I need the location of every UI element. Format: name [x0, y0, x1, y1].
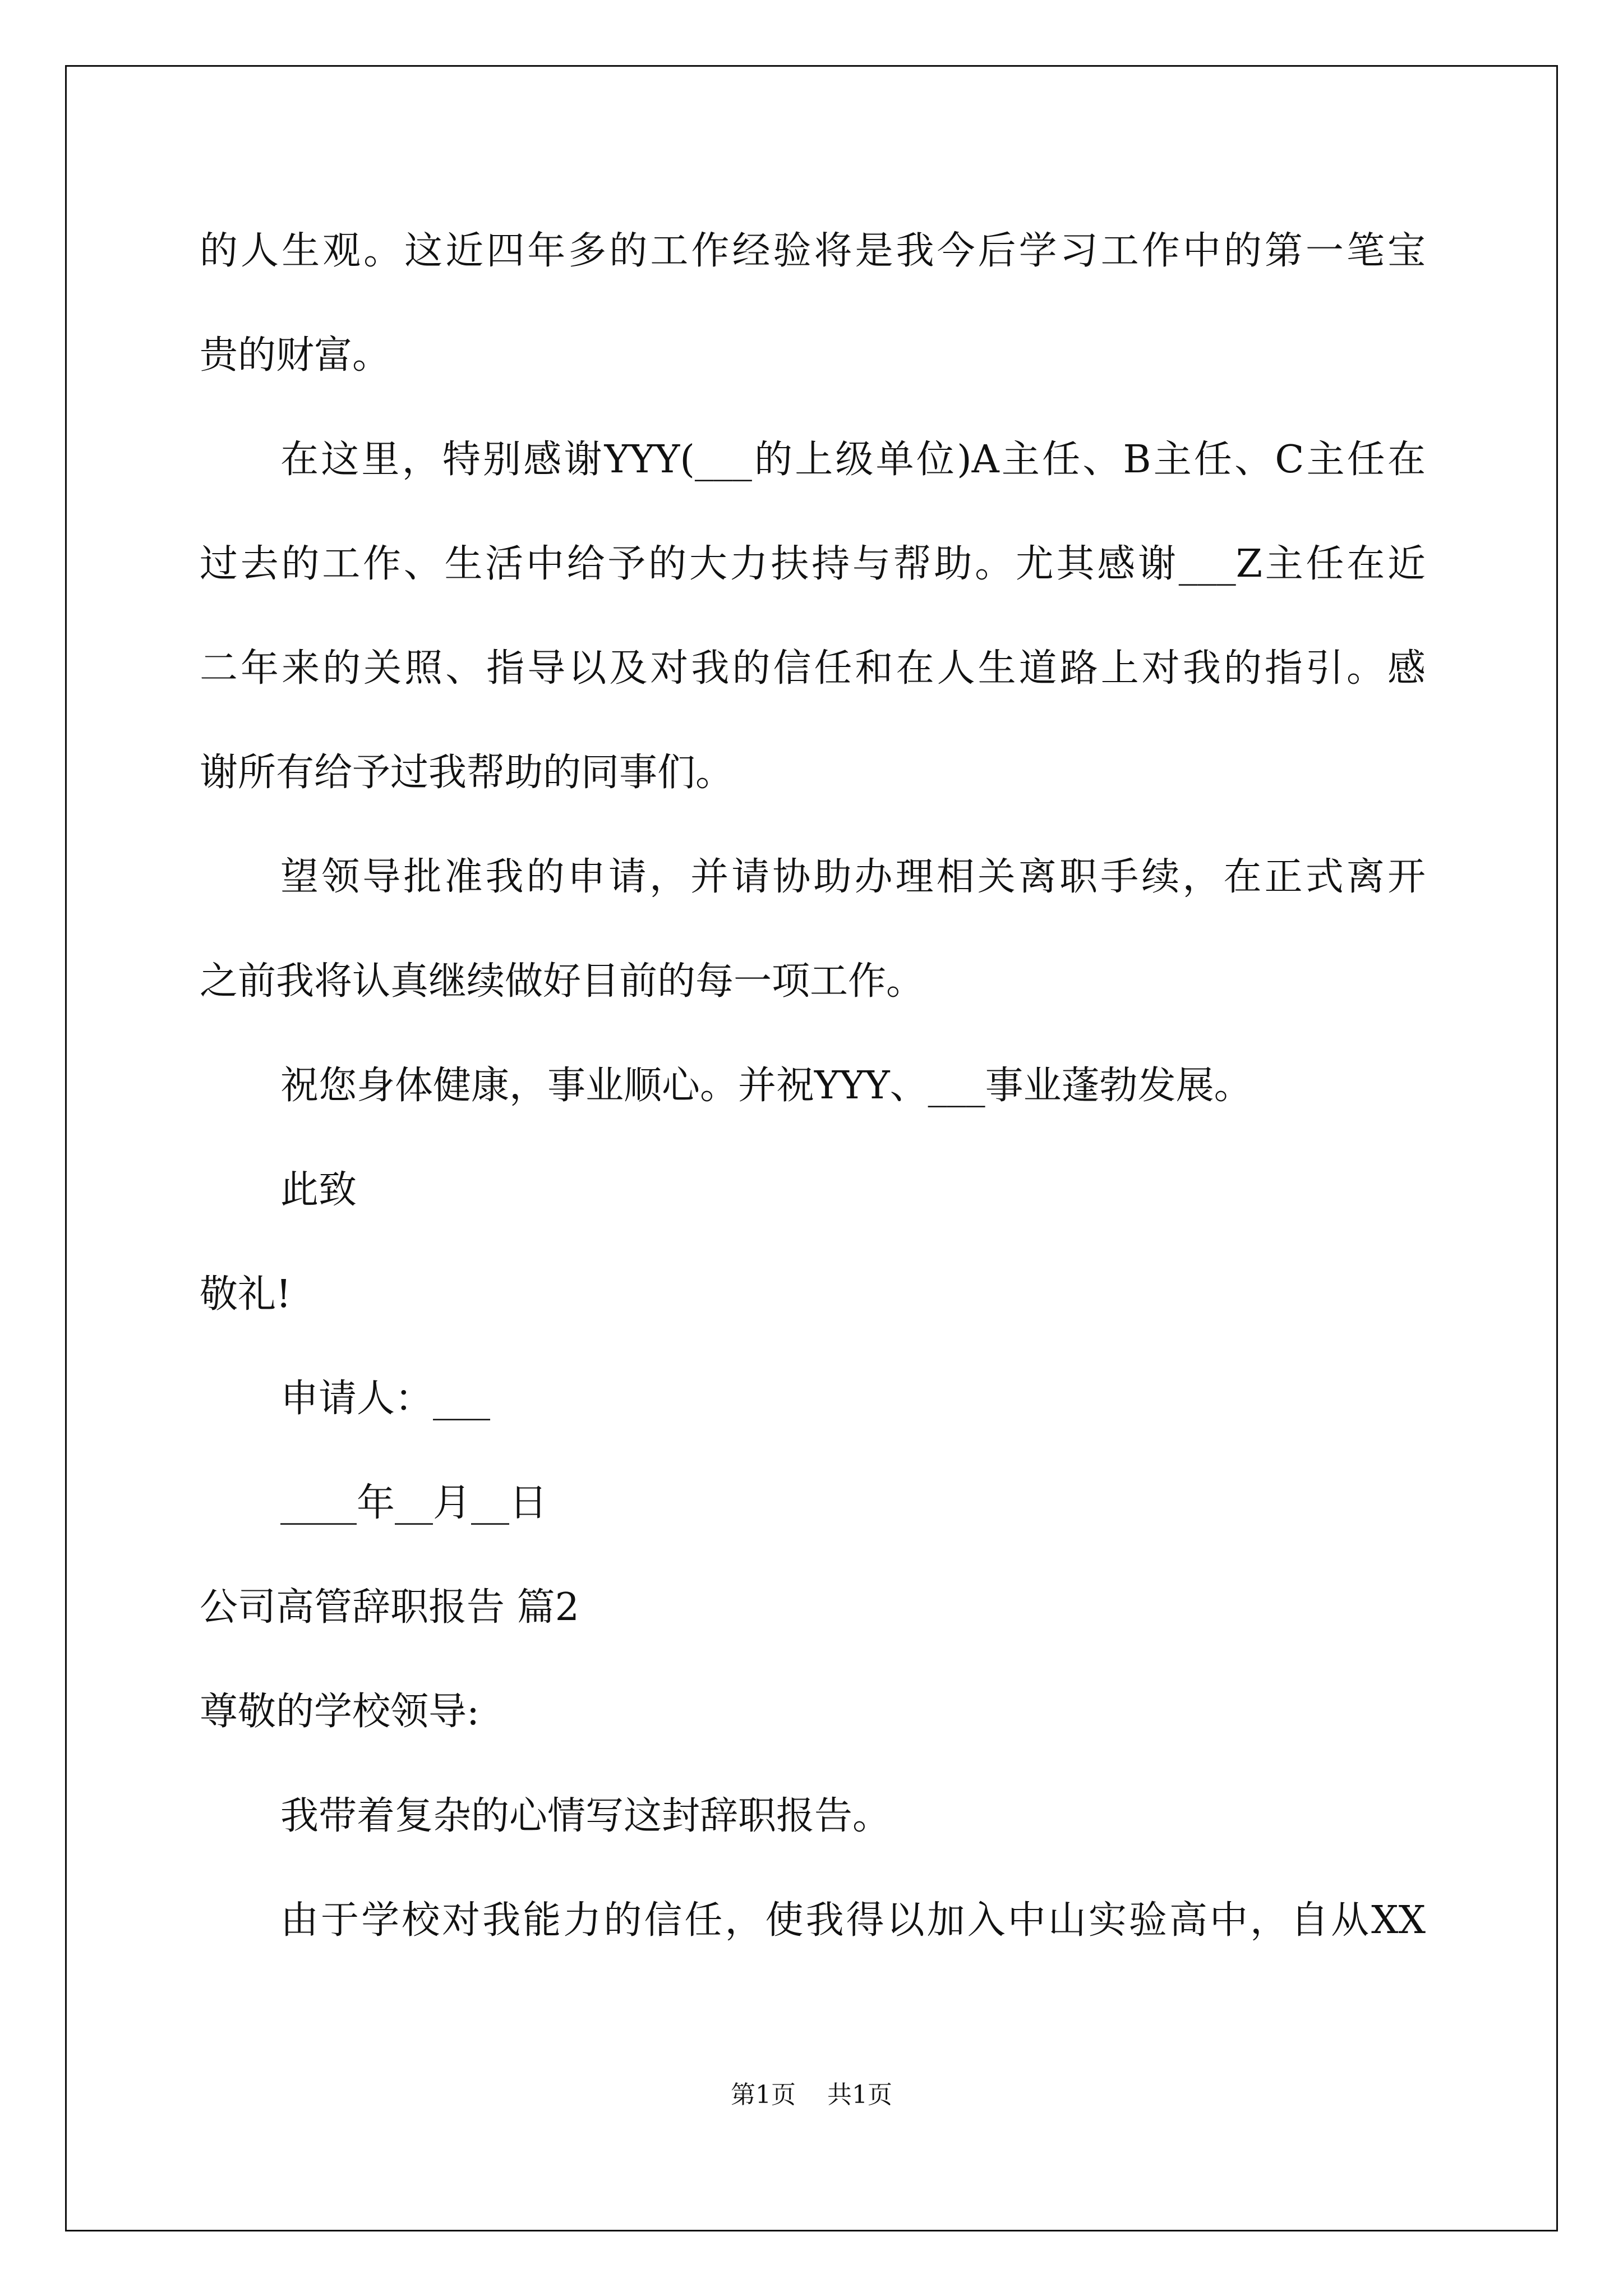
text-line: 谢所有给予过我帮助的同事们。 — [200, 751, 734, 795]
text-line: 望领导批准我的申请，并请协助办理相关离职手续，在正式离开 — [280, 855, 1426, 899]
salutation: 敬礼! — [200, 1272, 292, 1317]
text-line: 我带着复杂的心情写这封辞职报告。 — [280, 1794, 891, 1838]
text-line: 二年来的关照、指导以及对我的信任和在人生道路上对我的指引。感 — [200, 646, 1426, 691]
text-line: 由于学校对我能力的信任，使我得以加入中山实验高中，自从XX — [280, 1898, 1426, 1943]
page-total: 共1页 — [827, 2081, 892, 2109]
text-line: 在这里，特别感谢YYY(___的上级单位)A主任、B主任、C主任在 — [280, 438, 1426, 482]
text-line: 过去的工作、生活中给予的大力扶持与帮助。尤其感谢___Z主任在近 — [200, 542, 1426, 586]
page-number: 第1页 — [731, 2081, 796, 2109]
applicant-line: 申请人：___ — [280, 1377, 491, 1421]
date-line: ____年__月__日 — [280, 1481, 548, 1525]
closing-phrase: 此致 — [280, 1168, 357, 1212]
text-line: 贵的财富。 — [200, 333, 391, 378]
page-footer — [0, 2078, 1623, 2112]
addressee: 尊敬的学校领导: — [200, 1690, 479, 1734]
text-line: 的人生观。这近四年多的工作经验将是我今后学习工作中的第一笔宝 — [200, 229, 1426, 273]
text-line: 祝您身体健康，事业顺心。并祝YYY、___事业蓬勃发展。 — [280, 1064, 1252, 1108]
text-line: 之前我将认真继续做好目前的每一项工作。 — [200, 959, 925, 1004]
section-heading: 公司高管辞职报告 篇2 — [200, 1585, 579, 1630]
